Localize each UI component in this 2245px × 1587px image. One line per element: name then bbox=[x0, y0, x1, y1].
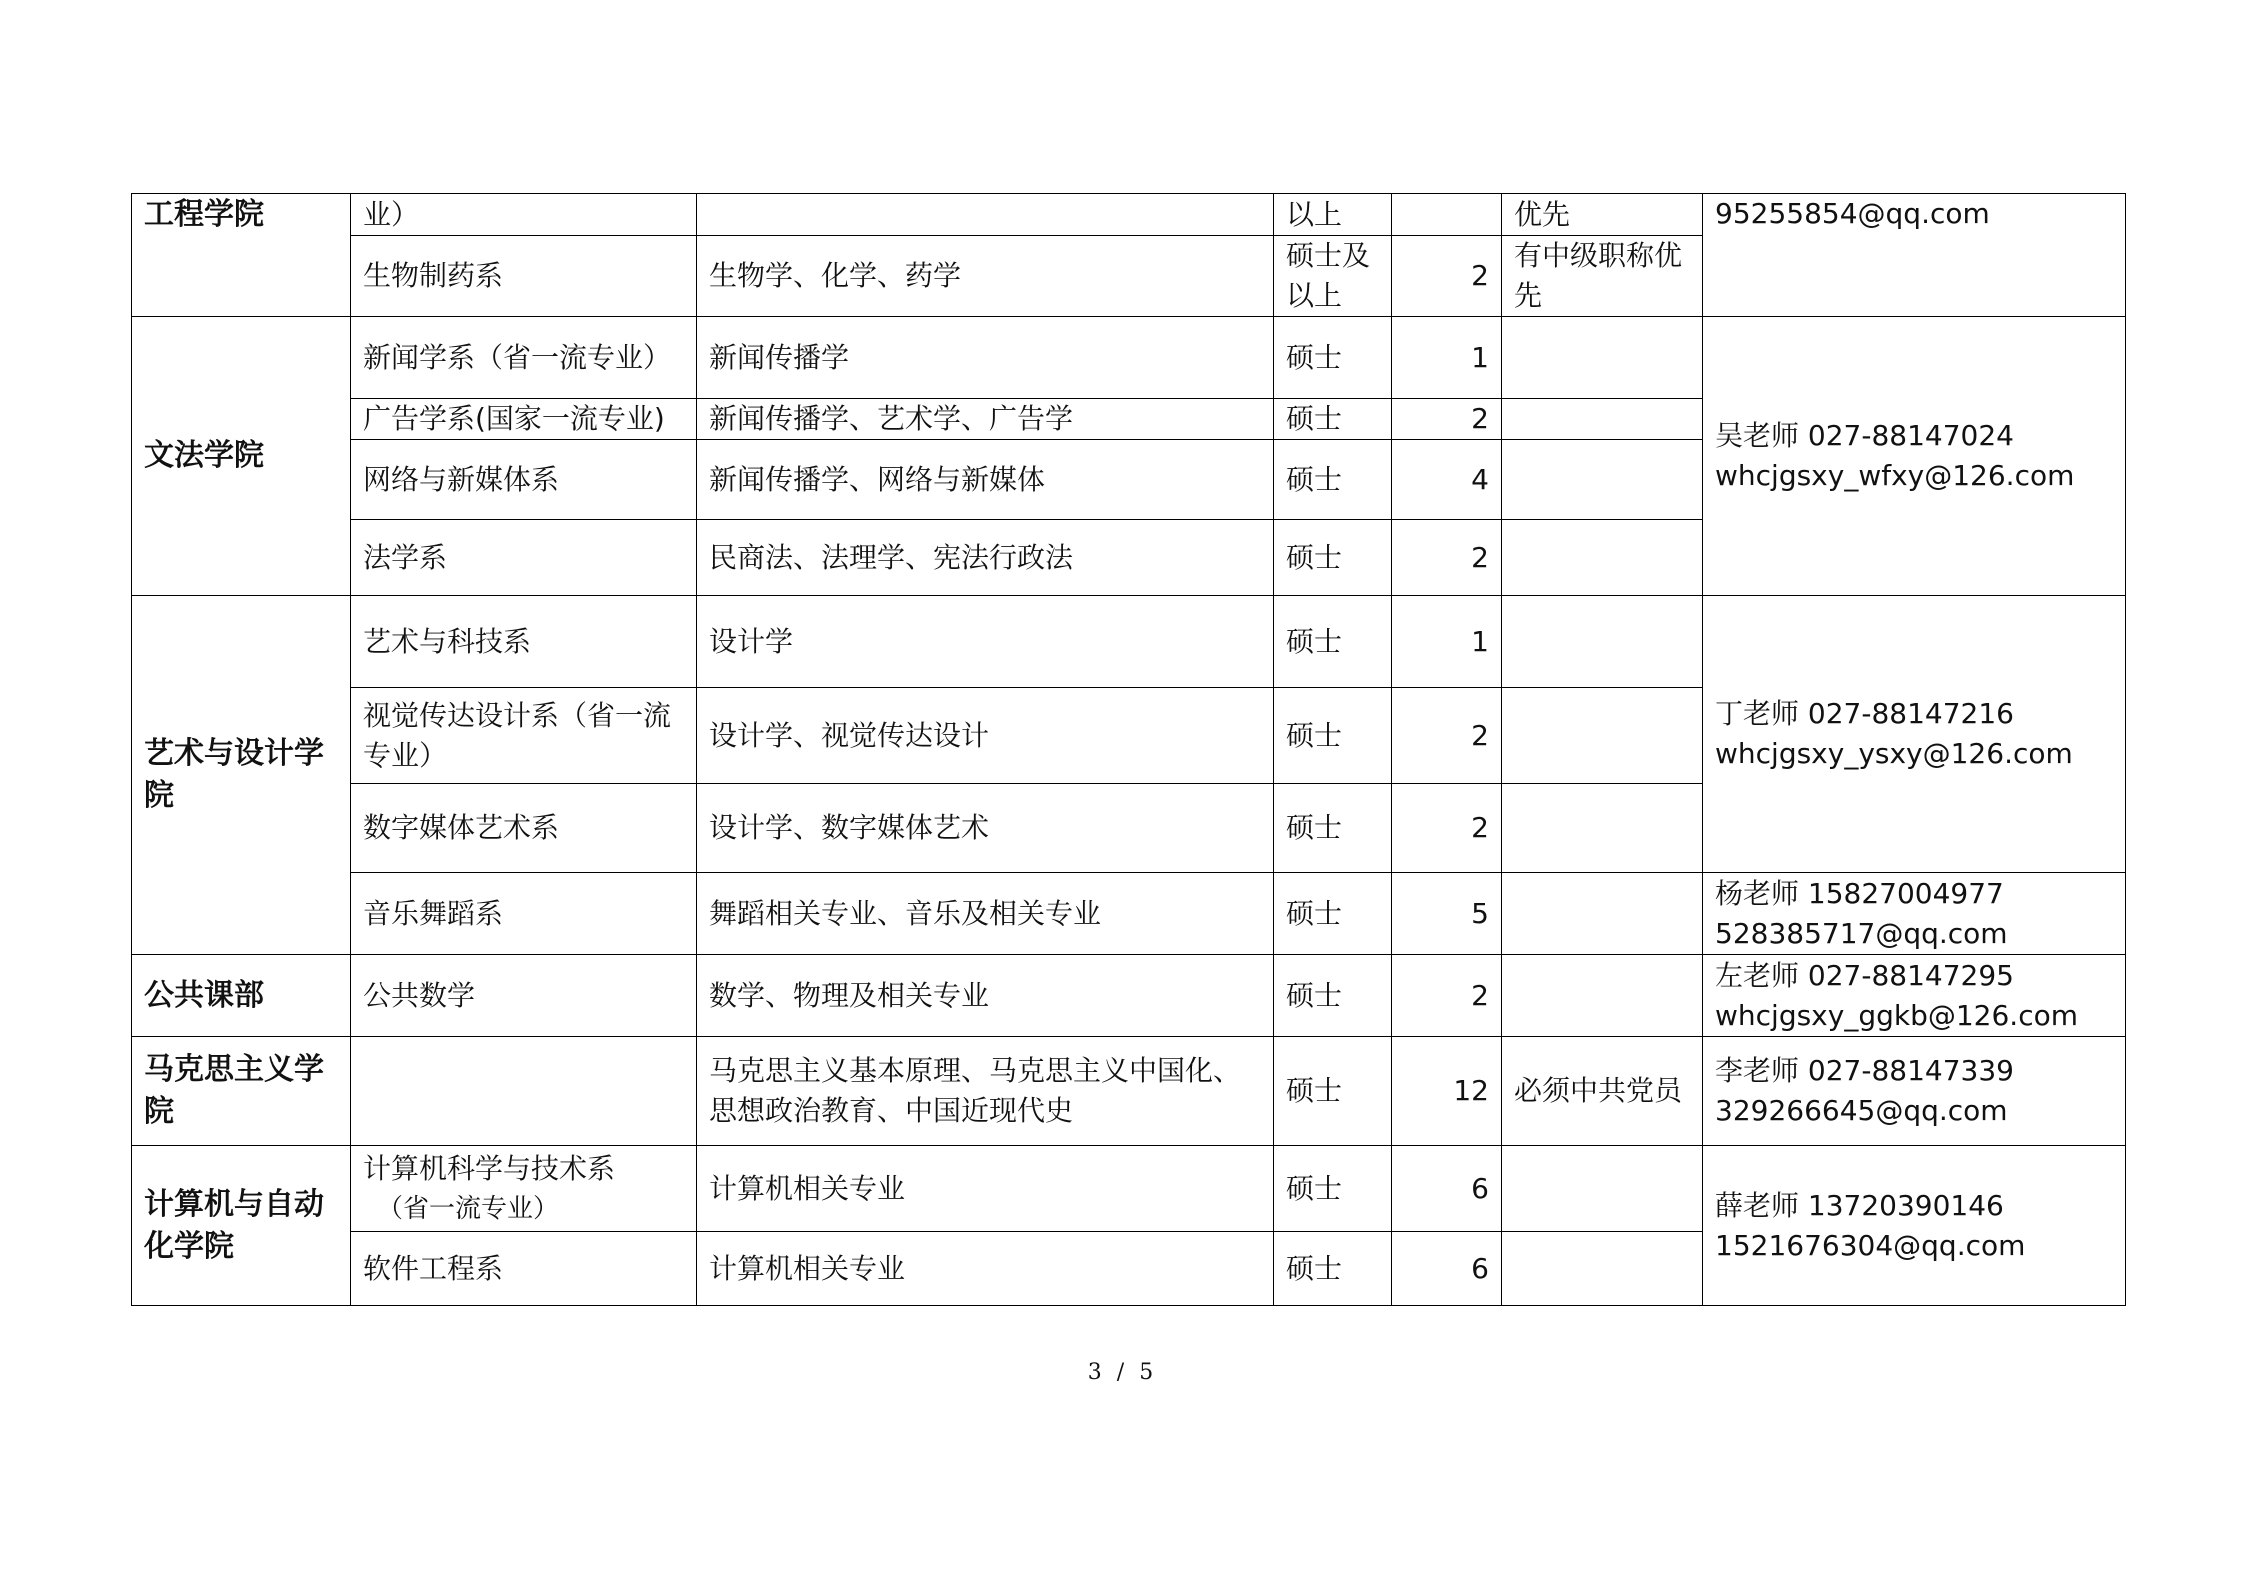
contact-cell bbox=[1703, 1037, 2126, 1146]
contact-cell bbox=[1703, 596, 2126, 873]
major-cell: 设计学、视觉传达设计 bbox=[697, 688, 1274, 784]
degree-cell: 硕士 bbox=[1274, 317, 1392, 399]
major-cell: 设计学 bbox=[697, 596, 1274, 688]
contact-phone: 薛老师 13720390146 bbox=[1715, 1188, 2004, 1222]
dept-cell: 视觉传达设计系（省一流专业） bbox=[351, 688, 697, 784]
count-cell bbox=[1392, 194, 1502, 236]
note-cell: 必须中共党员 bbox=[1502, 1037, 1703, 1146]
degree-cell: 硕士 bbox=[1274, 520, 1392, 596]
table-row bbox=[132, 194, 2126, 236]
degree-cell: 硕士 bbox=[1274, 873, 1392, 955]
count-cell: 2 bbox=[1392, 955, 1502, 1037]
major-cell: 设计学、数字媒体艺术 bbox=[697, 784, 1274, 873]
major-cell bbox=[697, 194, 1274, 236]
recruitment-table bbox=[131, 193, 2126, 1306]
degree-cell: 硕士 bbox=[1274, 955, 1392, 1037]
major-cell: 民商法、法理学、宪法行政法 bbox=[697, 520, 1274, 596]
contact-phone: 吴老师 027-88147024 bbox=[1715, 419, 2014, 452]
count-cell: 4 bbox=[1392, 440, 1502, 520]
degree-cell: 硕士 bbox=[1274, 596, 1392, 688]
count-cell: 2 bbox=[1392, 784, 1502, 873]
note-cell bbox=[1502, 440, 1703, 520]
count-cell: 5 bbox=[1392, 873, 1502, 955]
contact-email: 95255854@qq.com bbox=[1715, 197, 1990, 230]
note-cell bbox=[1502, 317, 1703, 399]
contact-cell bbox=[1703, 1146, 2126, 1306]
count-cell: 1 bbox=[1392, 317, 1502, 399]
count-cell: 2 bbox=[1392, 688, 1502, 784]
college-name: 计算机与自动化学院 bbox=[132, 1146, 351, 1306]
dept-cell: 生物制药系 bbox=[351, 236, 697, 317]
count-cell: 1 bbox=[1392, 596, 1502, 688]
dept-cell: 公共数学 bbox=[351, 955, 697, 1037]
contact-phone: 杨老师 15827004977 bbox=[1715, 876, 2004, 910]
dept-name: 计算机科学与技术系 bbox=[363, 1151, 616, 1185]
degree-cell: 硕士 bbox=[1274, 1232, 1392, 1306]
major-cell: 计算机相关专业 bbox=[697, 1232, 1274, 1306]
contact-email: 1521676304@qq.com bbox=[1715, 1228, 2026, 1262]
note-cell: 优先 bbox=[1502, 194, 1703, 236]
dept-cell: 业） bbox=[351, 194, 697, 236]
table-row bbox=[132, 317, 2126, 399]
note-cell: 有中级职称优先 bbox=[1502, 236, 1703, 317]
college-name: 马克思主义学院 bbox=[132, 1037, 351, 1146]
dept-cell: 软件工程系 bbox=[351, 1232, 697, 1306]
degree-cell: 硕士及以上 bbox=[1274, 236, 1392, 317]
college-name: 文法学院 bbox=[132, 317, 351, 596]
college-name: 工程学院 bbox=[132, 194, 351, 317]
note-cell bbox=[1502, 520, 1703, 596]
table-row bbox=[132, 1146, 2126, 1232]
contact-phone: 李老师 027-88147339 bbox=[1715, 1054, 2014, 1087]
count-cell: 6 bbox=[1392, 1146, 1502, 1232]
major-cell: 计算机相关专业 bbox=[697, 1146, 1274, 1232]
count-cell: 12 bbox=[1392, 1037, 1502, 1146]
contact-cell bbox=[1703, 194, 2126, 317]
dept-cell: 新闻学系（省一流专业） bbox=[351, 317, 697, 399]
major-cell: 数学、物理及相关专业 bbox=[697, 955, 1274, 1037]
degree-cell: 硕士 bbox=[1274, 440, 1392, 520]
college-name: 公共课部 bbox=[132, 955, 351, 1037]
major-cell: 新闻传播学 bbox=[697, 317, 1274, 399]
dept-cell: 艺术与科技系 bbox=[351, 596, 697, 688]
dept-cell: 广告学系(国家一流专业) bbox=[351, 399, 697, 440]
dept-cell bbox=[351, 1146, 697, 1232]
dept-cell bbox=[351, 1037, 697, 1146]
degree-cell: 硕士 bbox=[1274, 784, 1392, 873]
dept-subnote: （省一流专业） bbox=[377, 1193, 560, 1224]
contact-phone: 左老师 027-88147295 bbox=[1715, 958, 2014, 992]
table-row bbox=[132, 955, 2126, 1037]
dept-cell: 网络与新媒体系 bbox=[351, 440, 697, 520]
note-cell bbox=[1502, 596, 1703, 688]
major-cell: 舞蹈相关专业、音乐及相关专业 bbox=[697, 873, 1274, 955]
table-row bbox=[132, 596, 2126, 688]
major-cell: 新闻传播学、艺术学、广告学 bbox=[697, 399, 1274, 440]
degree-cell: 硕士 bbox=[1274, 399, 1392, 440]
contact-cell bbox=[1703, 317, 2126, 596]
note-cell bbox=[1502, 1232, 1703, 1306]
contact-email: 329266645@qq.com bbox=[1715, 1094, 2008, 1127]
dept-cell: 数字媒体艺术系 bbox=[351, 784, 697, 873]
major-cell: 生物学、化学、药学 bbox=[697, 236, 1274, 317]
table-row bbox=[132, 1037, 2126, 1146]
contact-email: 528385717@qq.com bbox=[1715, 916, 2008, 950]
note-cell bbox=[1502, 688, 1703, 784]
table-row bbox=[132, 873, 2126, 955]
note-cell bbox=[1502, 955, 1703, 1037]
note-cell bbox=[1502, 873, 1703, 955]
college-name: 艺术与设计学院 bbox=[132, 596, 351, 955]
note-cell bbox=[1502, 399, 1703, 440]
contact-phone: 丁老师 027-88147216 bbox=[1715, 697, 2014, 730]
degree-cell: 硕士 bbox=[1274, 1037, 1392, 1146]
count-cell: 2 bbox=[1392, 520, 1502, 596]
note-cell bbox=[1502, 1146, 1703, 1232]
contact-cell bbox=[1703, 873, 2126, 955]
major-cell: 新闻传播学、网络与新媒体 bbox=[697, 440, 1274, 520]
page-number: 3 / 5 bbox=[1087, 1360, 1158, 1385]
degree-cell: 以上 bbox=[1274, 194, 1392, 236]
dept-cell: 音乐舞蹈系 bbox=[351, 873, 697, 955]
contact-email: whcjgsxy_ggkb@126.com bbox=[1715, 998, 2079, 1032]
count-cell: 2 bbox=[1392, 236, 1502, 317]
contact-email: whcjgsxy_wfxy@126.com bbox=[1715, 459, 2075, 492]
major-cell: 马克思主义基本原理、马克思主义中国化、思想政治教育、中国近现代史 bbox=[697, 1037, 1274, 1146]
contact-cell bbox=[1703, 955, 2126, 1037]
degree-cell: 硕士 bbox=[1274, 1146, 1392, 1232]
count-cell: 2 bbox=[1392, 399, 1502, 440]
contact-email: whcjgsxy_ysxy@126.com bbox=[1715, 737, 2073, 770]
count-cell: 6 bbox=[1392, 1232, 1502, 1306]
degree-cell: 硕士 bbox=[1274, 688, 1392, 784]
dept-cell: 法学系 bbox=[351, 520, 697, 596]
note-cell bbox=[1502, 784, 1703, 873]
